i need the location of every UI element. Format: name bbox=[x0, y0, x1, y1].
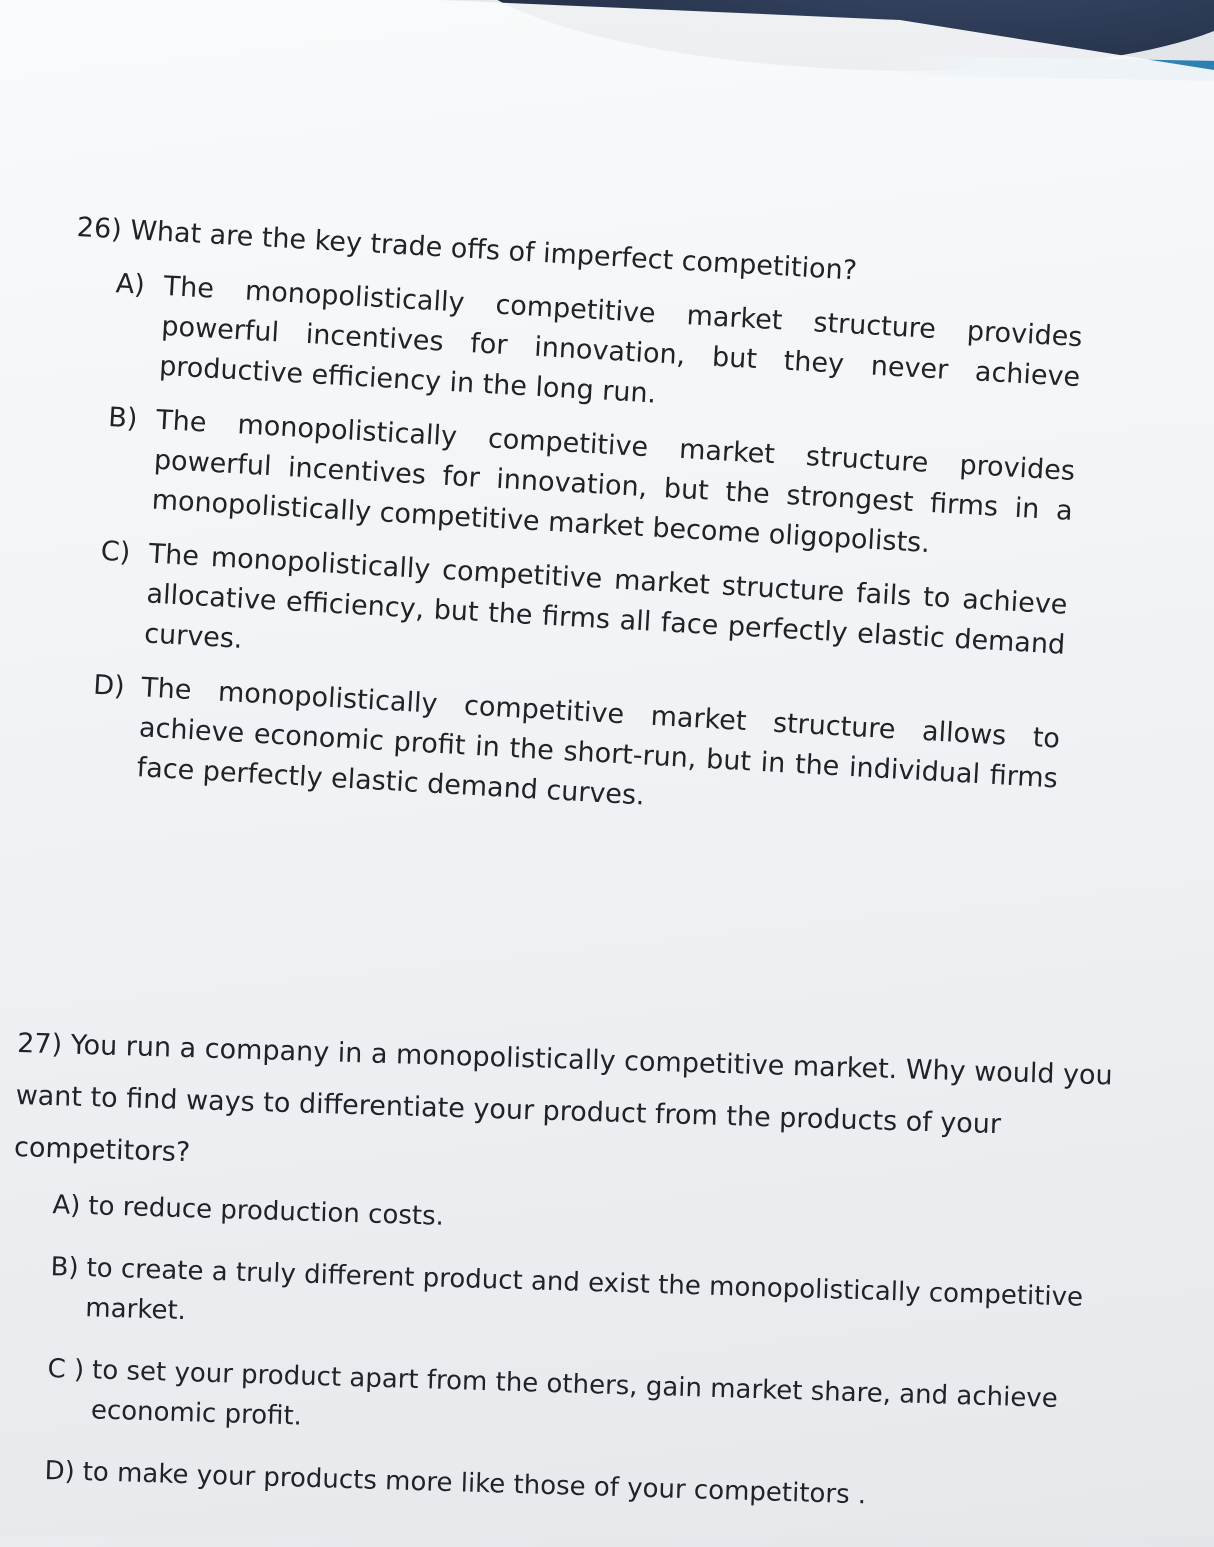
question-27-option-c bbox=[46, 1349, 1178, 1462]
option-label: D) bbox=[92, 669, 126, 703]
question-26 bbox=[45, 208, 1086, 853]
question-text: What are the key trade offs of imperfect competition? bbox=[129, 214, 858, 287]
option-text: The monopolistically competitive market structure provides powerful incentives for innovation, but the strongest firms in a monopolistically competitive market become oligopolists. bbox=[150, 404, 1076, 560]
option-label: B) bbox=[50, 1252, 80, 1283]
question-27-prompt bbox=[13, 1018, 1187, 1209]
option-label: C ) bbox=[47, 1354, 85, 1386]
option-text: The monopolistically competitive market structure fails to achieve allocative efficiency, but the firms all face perfectly elastic demand curves. bbox=[143, 538, 1069, 661]
question-27-option-d bbox=[44, 1451, 1175, 1525]
question-number: 27) bbox=[16, 1027, 63, 1061]
question-27 bbox=[3, 1018, 1187, 1546]
option-text: to create a truly different product and exist the monopolistically competitive market. bbox=[84, 1253, 1084, 1327]
option-label: D) bbox=[44, 1455, 76, 1487]
option-label: C) bbox=[100, 535, 132, 569]
question-27-option-b bbox=[49, 1247, 1181, 1360]
option-text: to set your product apart from the others, gain market share, and achieve economic profit. bbox=[90, 1355, 1059, 1432]
option-text: The monopolistically competitive market structure provides powerful incentives for innovation, but they never achieve productive efficiency in the long run. bbox=[158, 270, 1084, 410]
option-text: The monopolistically competitive market structure allows to achieve economic profit in the short-run, but in the individual firms face perfectly elastic demand curves. bbox=[135, 672, 1061, 812]
option-label: B) bbox=[107, 402, 139, 435]
option-text: to make your products more like those of your competitors . bbox=[82, 1457, 867, 1511]
option-text: to reduce production costs. bbox=[87, 1191, 445, 1232]
question-text: You run a company in a monopolistically competitive market. Why would you want to find ways to differentiate your product from the products of your competitors? bbox=[13, 1029, 1114, 1169]
option-label: A) bbox=[114, 268, 146, 301]
question-number: 26) bbox=[76, 211, 123, 246]
option-label: A) bbox=[52, 1190, 81, 1221]
